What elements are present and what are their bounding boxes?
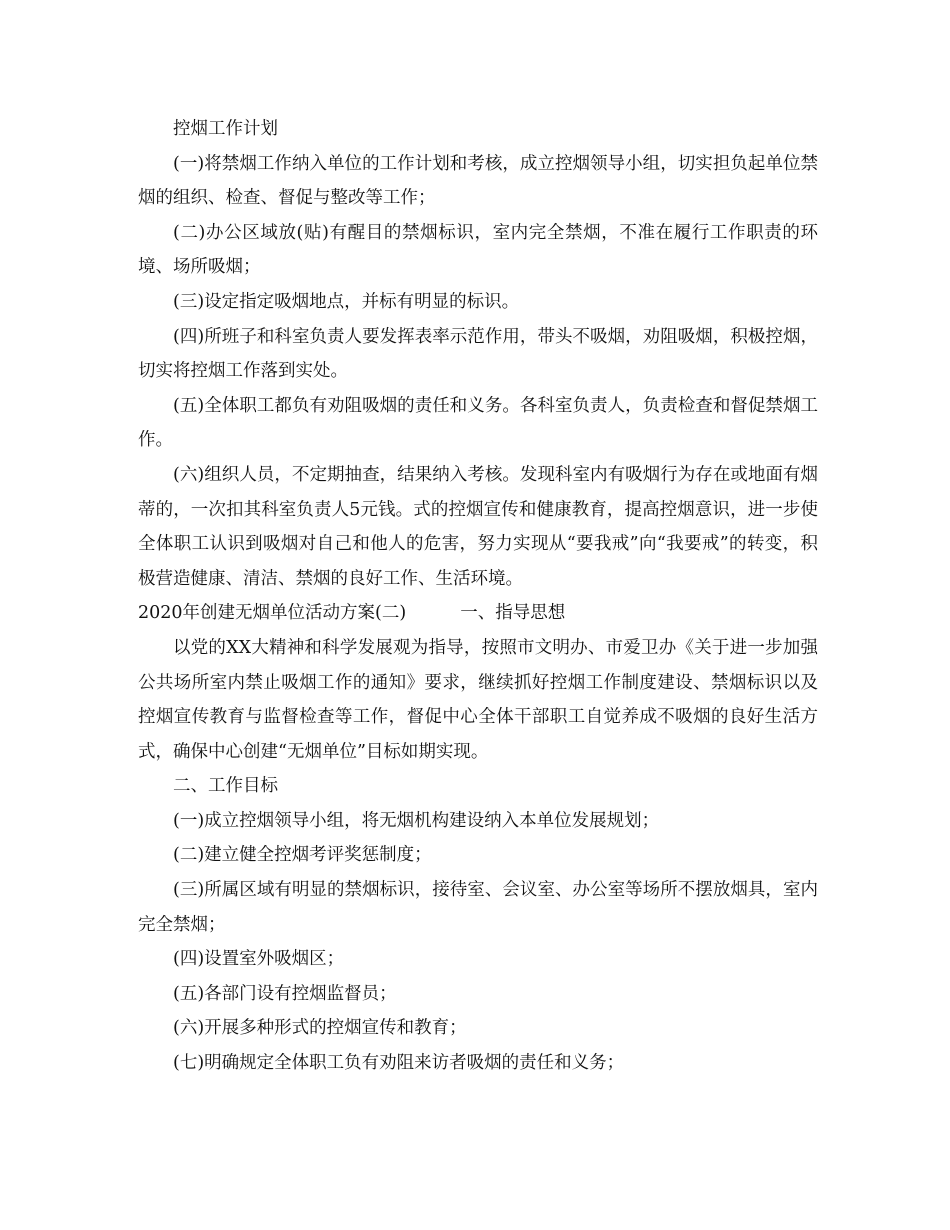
plan-item-3: (三)设定指定吸烟地点，并标有明显的标识。 (173, 291, 520, 312)
document-body (138, 112, 818, 1081)
plan-item-4: (四)所班子和科室负责人要发挥表率示范作用，带头不吸烟，劝阻吸烟，积极控烟，切实将控烟工作落到实处。 (138, 326, 818, 382)
work-goals-heading: 二、工作目标 (173, 776, 278, 797)
goal-item-5: (五)各部门设有控烟监督员； (173, 983, 397, 1004)
goal-item-6: (六)开展多种形式的控烟宣传和教育； (173, 1018, 467, 1039)
goal-item-4: (四)设置室外吸烟区； (173, 949, 345, 970)
goal-item-1: (一)成立控烟领导小组，将无烟机构建设纳入本单位发展规划； (173, 810, 660, 831)
goal-item-7: (七)明确规定全体职工负有劝阻来访者吸烟的责任和义务； (173, 1053, 625, 1074)
plan-item-1: (一)将禁烟工作纳入单位的工作计划和考核，成立控烟领导小组，切实担负起单位禁烟的组织、检查、督促与整改等工作； (138, 153, 818, 209)
plan-item-5: (五)全体职工都负有劝阻吸烟的责任和义务。各科室负责人，负责检查和督促禁烟工作。 (138, 395, 818, 451)
plan-item-2: (二)办公区域放(贴)有醒目的禁烟标识，室内完全禁烟，不准在履行工作职责的环境、场所吸烟； (138, 222, 818, 278)
scheme-title: 2020年创建无烟单位活动方案(二) (138, 603, 407, 624)
section-title: 控烟工作计划 (173, 119, 278, 139)
goal-item-2: (二)建立健全控烟考评奖惩制度； (173, 845, 432, 866)
guiding-thought-heading: 一、指导思想 (460, 603, 566, 624)
scheme-heading-line (138, 596, 818, 631)
plan-item-6: (六)组织人员，不定期抽查，结果纳入考核。发现科室内有吸烟行为存在或地面有烟蒂的，一次扣其科室负责人5元钱。式的控烟宣传和健康教育，提高控烟意识，进一步使全体职工认识到吸烟对自己和他人的危害，努力实现从“要我戒”向“我要戒”的转变，积极营造健康、清洁、禁烟的良好工作、生活环境。 (138, 464, 818, 589)
goal-item-3: (三)所属区域有明显的禁烟标识，接待室、会议室、办公室等场所不摆放烟具，室内完全禁烟； (138, 880, 818, 935)
guiding-paragraph: 以党的XX大精神和科学发展观为指导，按照市文明办、市爱卫办《关于进一步加强公共场所室内禁止吸烟工作的通知》要求，继续抓好控烟工作制度建设、禁烟标识以及控烟宣传教育与监督检查等工作，督促中心全体干部职工自觉养成不吸烟的良好生活方式，确保中心创建“无烟单位”目标如期实现。 (138, 637, 818, 762)
